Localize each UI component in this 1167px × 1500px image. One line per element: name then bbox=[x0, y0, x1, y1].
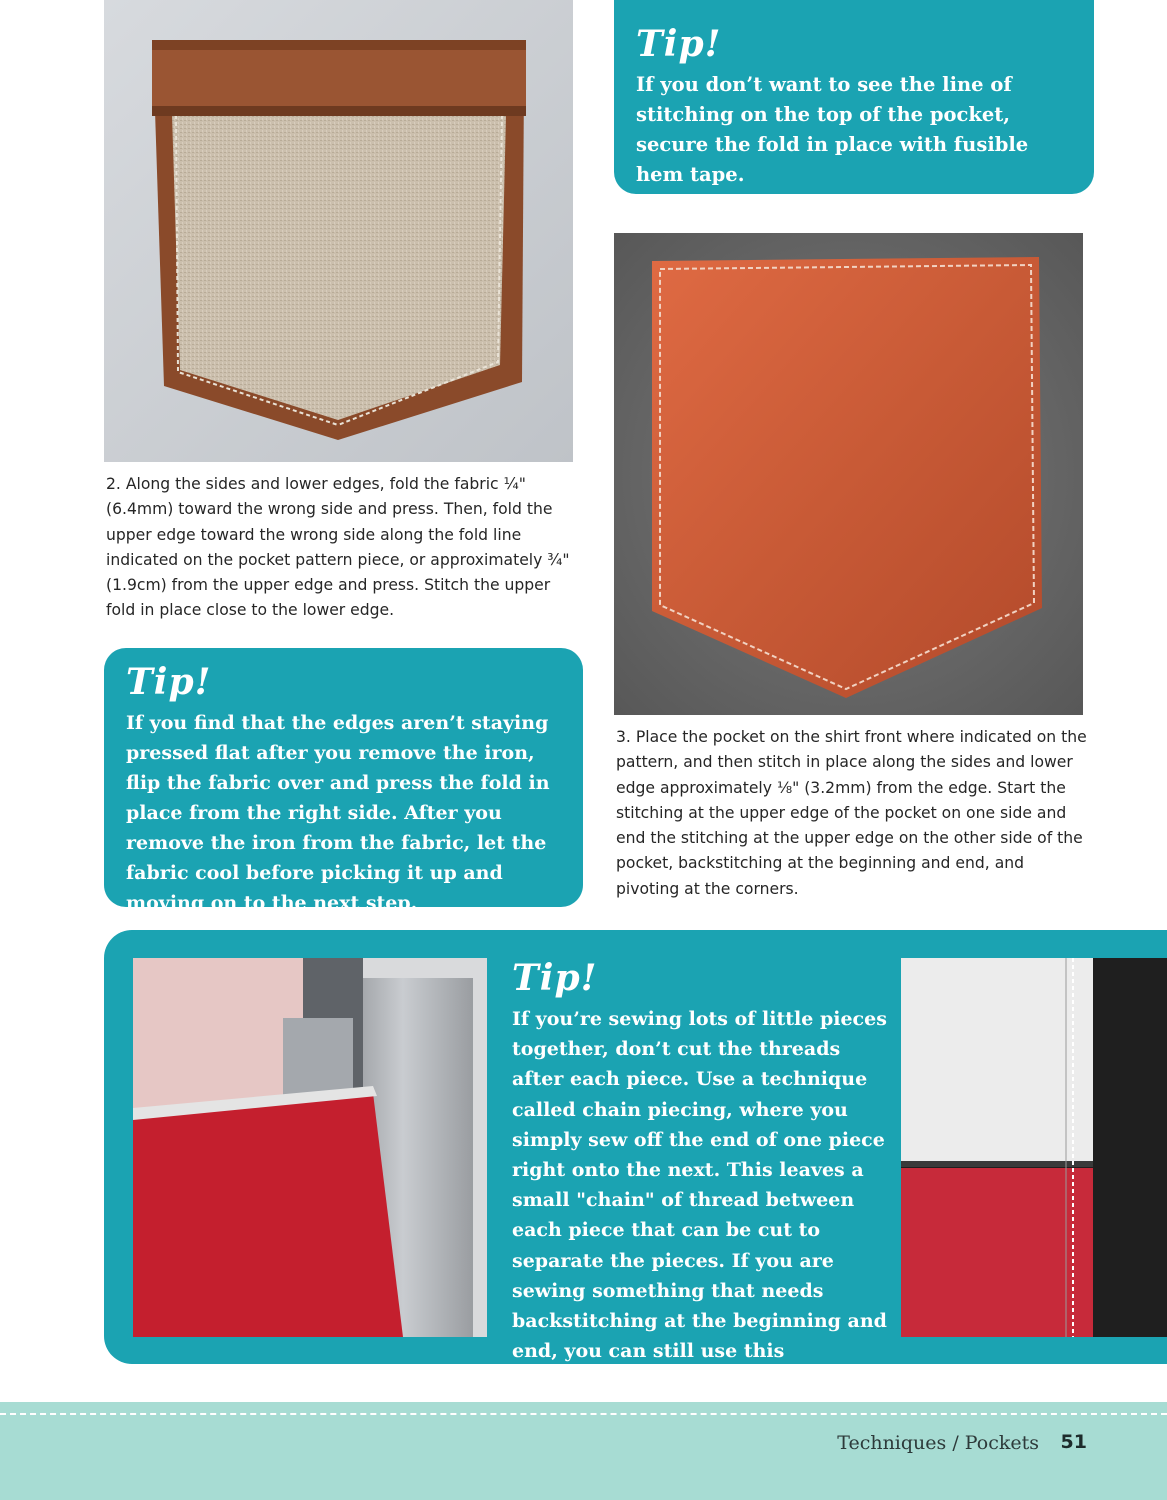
tip-text: If you’re sewing lots of little pieces together, don’t cut the threads after each piece. Use a technique called chain piecing, where you simply sew off the end of one piece right onto the next. This leaves a small "chain" of thread between each piece that can be cut to separate the pieces. If you are sewing something that needs backstitching at the beginning and end, you can still use this technique. bbox=[512, 1008, 887, 1393]
sewing-machine-photo bbox=[133, 958, 487, 1337]
footer-section-title: Techniques / Pockets bbox=[837, 1432, 1039, 1454]
tip-title: Tip! bbox=[512, 957, 598, 999]
tip-box-hem-tape bbox=[614, 0, 1094, 194]
linen-pocket-photo bbox=[104, 0, 573, 462]
chain-piecing-photo bbox=[901, 958, 1167, 1337]
tip-text: If you don’t want to see the line of stitching on the top of the pocket, secure the fold in place with fusible hem tape. bbox=[636, 73, 1029, 186]
tip-box-pressing bbox=[104, 648, 583, 914]
footer-dashed-line bbox=[0, 1413, 1167, 1415]
tip-title: Tip! bbox=[636, 23, 722, 65]
page-number: 51 bbox=[1060, 1431, 1087, 1453]
step-2-instructions: 2. Along the sides and lower edges, fold the fabric ¼" (6.4mm) toward the wrong side and press. Then, fold the upper edge toward the wrong side along the fold line indicated on the pocket pattern piece, or approximately ¾" (1.9cm) from the upper edge and press. Stitch the upper fold in place close to the lower edge. bbox=[106, 475, 570, 620]
tip-text: If you find that the edges aren’t staying pressed flat after you remove the iron, flip the fabric over and press the fold in place from the right side. After you remove the iron from the fabric, let the fabric cool before picking it up and moving on to the next step. bbox=[126, 712, 550, 914]
step-3-instructions: 3. Place the pocket on the shirt front where indicated on the pattern, and then stitch in place along the sides and lower edge approximately ⅛" (3.2mm) from the edge. Start the stitching at the upper edge of the pocket on one side and end the stitching at the upper edge on the other side of the pocket, backstitching at the beginning and end, and pivoting at the corners. bbox=[616, 728, 1087, 898]
tip-title: Tip! bbox=[126, 661, 212, 703]
orange-pocket-photo bbox=[614, 233, 1083, 715]
